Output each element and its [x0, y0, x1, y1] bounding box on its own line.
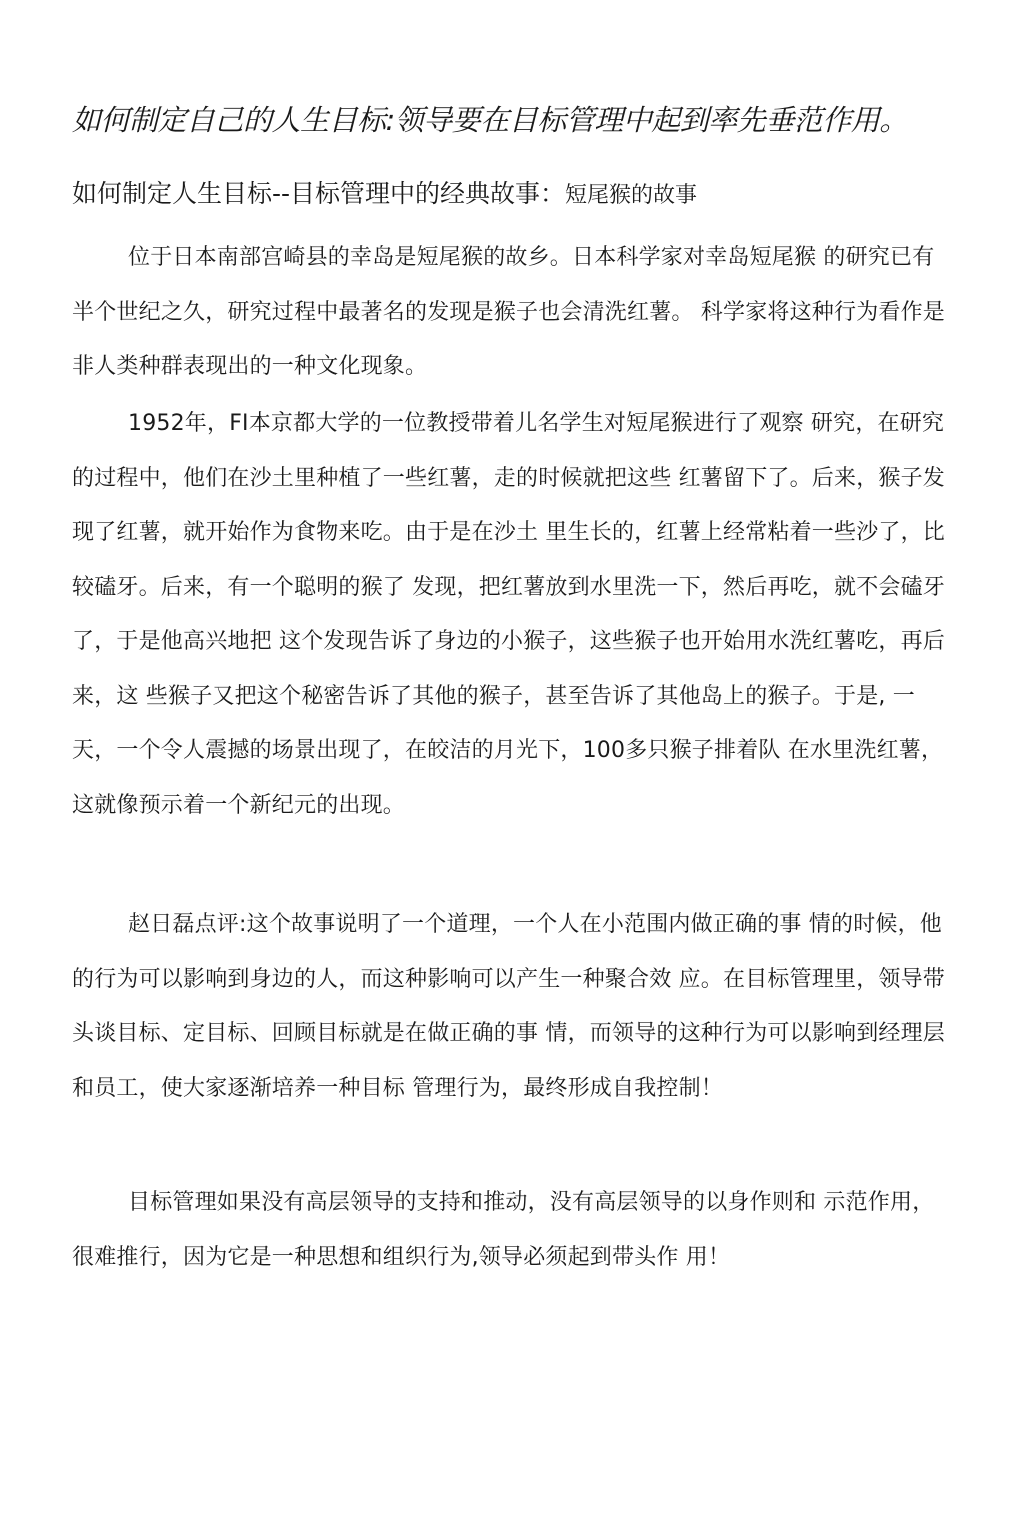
paragraph-conclusion: 目标管理如果没有高层领导的支持和推动，没有高层领导的以身作则和 示范作用，很难推行，因为它是一种思想和组织行为,领导必须起到带头作 用！ [72, 1190, 935, 1270]
paragraph-intro: 位于日本南部宫崎县的幸岛是短尾猴的故乡。日本科学家对幸岛短尾猴 的研究已有半个世纪之久，研究过程中最著名的发现是猴子也会清洗红薯。 科学家将这种行为看作是非人类种群表现出的一种文化现象。 [72, 245, 945, 379]
subtitle-story-name: 短尾猴的故事 [565, 183, 698, 208]
document-subtitle [72, 174, 952, 216]
paragraph-commentary: 赵日磊点评:这个故事说明了一个道理，一个人在小范围内做正确的事 情的时候，他的行为可以影响到身边的人，而这种影响可以产生一种聚合效 应。在目标管理里，领导带头谈目标、定目标、回顾目标就是在做正确的事 情，而领导的这种行为可以影响到经理层和员工，使大家逐渐培养一种目标 管理行为，最终形成自我控制！ [72, 912, 945, 1101]
document-title: 如何制定自己的人生目标:领导要在目标管理中起到率先垂范作用。 [72, 103, 908, 137]
subtitle-main: 如何制定人生目标--目标管理中的经典故事： [72, 179, 566, 208]
paragraph-story: 1952年，FI本京都大学的一位教授带着儿名学生对短尾猴进行了观察 研究，在研究的过程中，他们在沙土里种植了一些红薯，走的时候就把这些 红薯留下了。后来，猴子发现了红薯，就开始作为食物来吃。由于是在沙土 里生长的，红薯上经常粘着一些沙了，比较磕牙。后来，有一个聪明的猴了 发现，把红薯放到水里洗一下，然后再吃，就不会磕牙了，于是他高兴地把 这个发现告诉了身边的小猴子，这些猴子也开始用水洗红薯吃，再后来，这 些猴子又把这个秘密告诉了其他的猴子，甚至告诉了其他岛上的猴子。于是, 一天，一个令人震撼的场景出现了，在皎洁的月光下，100多只猴子排着队 在水里洗红薯，这就像预示着一个新纪元的出现。 [72, 411, 945, 818]
